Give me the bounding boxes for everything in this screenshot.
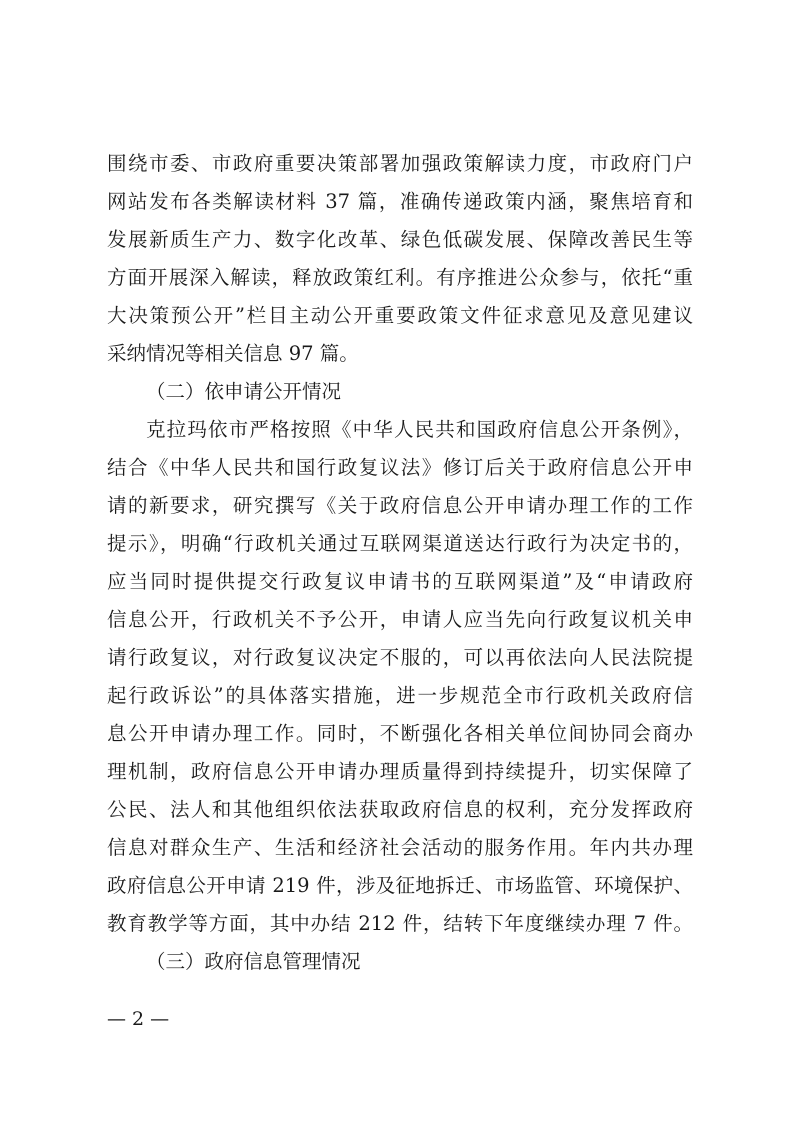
body-text-line: 政府信息公开申请 219 件，涉及征地拆迁、市场监管、环境保护、 [107,874,693,897]
body-text-line: 提示》，明确“行政机关通过互联网渠道送达行政行为决定书的， [107,532,693,555]
body-text-line: 克拉玛依市严格按照《中华人民共和国政府信息公开条例》， [146,418,693,441]
body-text-line: 围绕市委、市政府重要决策部署加强政策解读力度，市政府门户 [107,152,693,175]
body-text-line: 请的新要求，研究撰写《关于政府信息公开申请办理工作的工作 [107,494,693,517]
body-text-line: 结合《中华人民共和国行政复议法》修订后关于政府信息公开申 [107,456,693,479]
body-text-line: 信息对群众生产、生活和经济社会活动的服务作用。年内共办理 [107,836,693,859]
body-text-line: 教育教学等方面，其中办结 212 件，结转下年度继续办理 7 件。 [107,912,693,935]
body-text-line: 采纳情况等相关信息 97 篇。 [107,342,359,365]
body-text-line: 应当同时提供提交行政复议申请书的互联网渠道”及“申请政府 [107,570,693,593]
body-text-line: 网站发布各类解读材料 37 篇，准确传递政策内涵，聚焦培育和 [107,190,693,213]
body-text-line: 理机制，政府信息公开申请办理质量得到持续提升，切实保障了 [107,760,693,783]
body-text-line: 方面开展深入解读，释放政策红利。有序推进公众参与，依托“重 [107,266,693,289]
body-text-line: 息公开申请办理工作。同时，不断强化各相关单位间协同会商办 [107,722,693,745]
body-text-line: 大决策预公开”栏目主动公开重要政策文件征求意见及意见建议 [107,304,693,327]
body-text-line: 信息公开，行政机关不予公开，申请人应当先向行政复议机关申 [107,608,693,631]
page-number: — 2 — [107,1008,170,1030]
body-text-line: 公民、法人和其他组织依法获取政府信息的权利，充分发挥政府 [107,798,693,821]
body-text-line: 发展新质生产力、数字化改革、绿色低碳发展、保障改善民生等 [107,228,693,251]
section-heading: （三）政府信息管理情况 [146,950,361,973]
section-heading: （二）依申请公开情况 [146,380,342,403]
body-text-line: 请行政复议，对行政复议决定不服的，可以再依法向人民法院提 [107,646,693,669]
body-text-line: 起行政诉讼”的具体落实措施，进一步规范全市行政机关政府信 [107,684,693,707]
